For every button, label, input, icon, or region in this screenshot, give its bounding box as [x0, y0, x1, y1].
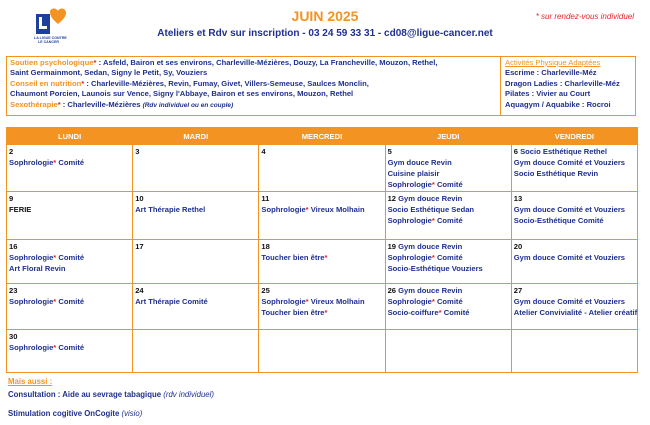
calendar-body [7, 145, 638, 373]
header-vendredi: VENDREDI [511, 128, 637, 145]
soutien-label: Soutien psychologique [10, 58, 94, 67]
day-number: 9 [9, 194, 14, 203]
apa-item: Pilates : Vivier au Court [505, 89, 591, 99]
event-line [9, 342, 130, 353]
event-location: Comité [434, 297, 463, 306]
event-line [135, 296, 256, 307]
day-number: 5 [387, 147, 392, 156]
appointment-note: * sur rendez-vous individuel [535, 12, 634, 21]
event-line [514, 296, 635, 307]
day-cell [133, 145, 259, 192]
event-line [514, 204, 635, 215]
event-location: Comité [56, 253, 85, 262]
page-title: JUIN 2025 [291, 8, 359, 24]
event-line [388, 307, 509, 318]
page-subtitle: Ateliers et Rdv sur inscription - 03 24 59 33 31 - cd08@ligue-cancer.net [157, 28, 493, 39]
event-text: Sophrologie [387, 180, 432, 189]
calendar-header-row [7, 128, 638, 145]
event-location: Comité [56, 158, 85, 167]
appointment-star: * [438, 308, 442, 317]
event-text: Socio Esthétique Rethel [517, 147, 608, 156]
stimulation-line [8, 407, 214, 420]
event-text: Socio-coiffure [387, 308, 439, 317]
event-text: Sophrologie [261, 205, 306, 214]
event-line [261, 307, 382, 318]
day-number: 25 [261, 286, 270, 295]
day-number-line [514, 241, 635, 252]
appointment-star: * [324, 253, 328, 262]
event-line [135, 204, 256, 215]
day-number: 6 [513, 147, 518, 156]
june-calendar [6, 127, 638, 373]
event-line [388, 204, 509, 215]
event-text: Gym douce Comité et Vouziers [513, 253, 626, 262]
header-mardi: MARDI [133, 128, 259, 145]
appointment-star: * [305, 205, 309, 214]
day-number-line [9, 285, 130, 296]
day-number: 13 [513, 194, 523, 203]
calendar-week [7, 145, 638, 192]
day-cell [511, 240, 637, 284]
day-number-line [9, 193, 130, 204]
event-text: Sophrologie [9, 343, 54, 352]
day-cell [259, 330, 385, 373]
header-mercredi: MERCREDI [259, 128, 385, 145]
day-number: 18 [261, 242, 270, 251]
apa-item: Dragon Ladies : Charleville-Méz [505, 78, 620, 88]
day-number: 30 [9, 332, 18, 341]
event-text: Art Thérapie Rethel [135, 205, 206, 214]
day-cell [133, 330, 259, 373]
event-location: Comité [56, 343, 85, 352]
stimulation-note: (visio) [121, 409, 143, 418]
svg-text:LA LIGUE CONTRE: LA LIGUE CONTRE [34, 36, 67, 40]
day-cell [7, 240, 133, 284]
event-text: Toucher bien être [261, 253, 325, 262]
day-number-line [261, 241, 382, 252]
event-line [261, 252, 382, 263]
day-cell [385, 284, 511, 330]
day-number-line [261, 193, 382, 204]
event-text: Sophrologie [387, 216, 432, 225]
day-cell [7, 145, 133, 192]
day-number-line [261, 285, 382, 296]
header-jeudi: JEUDI [385, 128, 511, 145]
appointment-star: * [53, 297, 57, 306]
event-text: Gym douce Comité et Vouziers [513, 297, 626, 306]
event-text: Toucher bien être [261, 308, 325, 317]
day-cell [511, 192, 637, 240]
event-text: Sophrologie [387, 253, 432, 262]
consultation-note: (rdv individuel) [163, 390, 214, 399]
event-text: Gym douce Comité et Vouziers [513, 205, 626, 214]
day-number-line [135, 146, 256, 157]
appointment-star: * [305, 297, 309, 306]
day-cell [385, 240, 511, 284]
svg-text:LE CANCER: LE CANCER [38, 40, 59, 44]
day-number-line [9, 241, 130, 252]
event-line [388, 285, 509, 296]
event-location: Comité [434, 180, 463, 189]
day-number: 19 [387, 242, 397, 251]
event-location: Comité [56, 297, 85, 306]
day-cell [259, 145, 385, 192]
appointment-star: * [324, 308, 328, 317]
day-cell [385, 330, 511, 373]
apa-list [501, 57, 635, 115]
day-number: 12 [387, 194, 397, 203]
soutien-line-2: Saint Germainmont, Sedan, Signy le Petit, Sy, Vouziers [10, 68, 208, 78]
event-text: Art Thérapie Comité [135, 297, 208, 306]
day-number: 2 [9, 147, 14, 156]
event-text: Gym douce Revin [396, 286, 463, 295]
event-line [514, 157, 635, 168]
day-number: 24 [135, 286, 144, 295]
day-cell [385, 145, 511, 192]
header-lundi: LUNDI [7, 128, 133, 145]
event-line [514, 215, 635, 226]
event-location: Comité [434, 216, 463, 225]
event-text: Sophrologie [261, 297, 306, 306]
event-line [261, 204, 382, 215]
appointment-star: * [431, 216, 435, 225]
mais-aussi-heading: Mais aussi : [8, 377, 53, 386]
event-line [388, 252, 509, 263]
day-number-line [514, 193, 635, 204]
day-number: 11 [261, 194, 270, 203]
conseil-line: Conseil en nutrition* : Charleville-Mézières, Revin, Fumay, Givet, Villers-Semeuse, Saulces Monclin, [10, 78, 369, 88]
appointment-star: * [53, 158, 57, 167]
appointment-star: * [431, 180, 435, 189]
event-line [388, 157, 509, 168]
day-number-line [135, 193, 256, 204]
event-text: FERIE [9, 205, 32, 214]
day-cell [385, 192, 511, 240]
consultation-line [8, 388, 214, 401]
appointment-star: * [431, 297, 435, 306]
appointment-star: * [53, 253, 57, 262]
sexo-note: (Rdv individuel ou en couple) [142, 101, 234, 109]
services-info-box [6, 56, 636, 116]
day-number: 4 [261, 147, 266, 156]
day-cell [133, 192, 259, 240]
stimulation-text: Stimulation cogitive OnCogite [8, 409, 122, 418]
event-line [514, 146, 635, 157]
conseil-places: : Charleville-Mézières, Revin, Fumay, Givet, Villers-Semeuse, Saulces Monclin, [84, 78, 369, 88]
day-number: 20 [513, 242, 523, 251]
event-line [513, 307, 638, 318]
services-list [7, 57, 501, 115]
event-text: Sophrologie [9, 297, 54, 306]
event-text: Gym douce Revin [396, 194, 463, 203]
event-text: Gym douce Comité et Vouziers [513, 158, 626, 167]
sexo-line: Sexothérapie* : Charleville-Mézières (Rdv individuel ou en couple) [10, 99, 234, 109]
event-location: Vireux Molhain [308, 205, 365, 214]
event-line [388, 168, 509, 179]
calendar-week [7, 330, 638, 373]
day-cell [511, 284, 637, 330]
event-text: Socio-Esthétique Comité [513, 216, 604, 225]
day-number: 10 [135, 194, 144, 203]
event-line [388, 296, 509, 307]
appointment-star: * [431, 253, 435, 262]
event-line [388, 215, 509, 226]
calendar-week [7, 284, 638, 330]
day-number-line [261, 146, 382, 157]
event-line [388, 263, 509, 274]
day-number-line [9, 331, 130, 342]
event-line [388, 241, 509, 252]
event-text: Art Floral Revin [9, 264, 66, 273]
event-line [388, 179, 509, 190]
day-number: 23 [9, 286, 18, 295]
apa-heading: Activités Physique Adaptées [505, 58, 601, 67]
day-cell [259, 240, 385, 284]
conseil-line-2: Chaumont Porcien, Launois sur Vence, Signy l'Abbaye, Bairon et ses environs, Mouzon, Rethel [10, 89, 354, 99]
conseil-label: Conseil en nutrition [10, 78, 82, 88]
day-number: 3 [135, 147, 140, 156]
event-line [514, 252, 635, 263]
day-cell [511, 145, 637, 192]
event-text: Socio-Esthétique Vouziers [387, 264, 483, 273]
apa-item: Escrime : Charleville-Méz [505, 68, 597, 78]
event-text: Cuisine plaisir [387, 169, 440, 178]
event-line [9, 157, 130, 168]
day-number: 27 [513, 286, 523, 295]
day-cell [7, 284, 133, 330]
event-text: Atelier Convivialité - Atelier créatif [513, 308, 638, 317]
event-location: Vireux Molhain [308, 297, 365, 306]
calendar-week [7, 192, 638, 240]
day-cell [259, 284, 385, 330]
sexo-places: : Charleville-Mézières [60, 99, 143, 109]
day-number-line [388, 146, 509, 157]
soutien-places: : Asfeld, Bairon et ses environs, Charleville-Mézières, Douzy, La Francheville, Mouzon, Rethel, [96, 58, 438, 67]
appointment-star: * [53, 343, 57, 352]
event-text: Sophrologie [387, 297, 432, 306]
apa-item: Aquagym / Aquabike : Rocroi [505, 99, 611, 109]
event-line [9, 204, 130, 215]
day-cell [7, 330, 133, 373]
day-number-line [514, 285, 635, 296]
day-cell [511, 330, 637, 373]
event-line [388, 193, 509, 204]
event-line [9, 263, 130, 274]
day-cell [133, 284, 259, 330]
day-number: 17 [135, 242, 144, 251]
event-text: Socio Esthétique Sedan [387, 205, 475, 214]
day-number: 16 [9, 242, 18, 251]
day-cell [7, 192, 133, 240]
consultation-text: Consultation : Aide au sevrage tabagique [8, 390, 164, 399]
sexo-label: Sexothérapie [10, 99, 58, 109]
day-number-line [135, 285, 256, 296]
event-line [261, 296, 382, 307]
event-text: Sophrologie [9, 253, 54, 262]
event-text: Sophrologie [9, 158, 54, 167]
event-text: Socio Esthétique Revin [513, 169, 599, 178]
event-line [514, 168, 635, 179]
event-location: Comité [441, 308, 470, 317]
event-line [9, 252, 130, 263]
day-cell [133, 240, 259, 284]
day-number-line [9, 146, 130, 157]
footer-notes [8, 375, 214, 420]
calendar-week [7, 240, 638, 284]
day-number: 26 [387, 286, 397, 295]
soutien-line: Soutien psychologique* : Asfeld, Bairon et ses environs, Charleville-Mézières, Douzy, La Francheville, Mouzon, Rethel, [10, 58, 438, 67]
day-cell [259, 192, 385, 240]
event-text: Gym douce Revin [387, 158, 452, 167]
event-location: Comité [434, 253, 463, 262]
event-line [9, 296, 130, 307]
event-text: Gym douce Revin [396, 242, 463, 251]
day-number-line [135, 241, 256, 252]
